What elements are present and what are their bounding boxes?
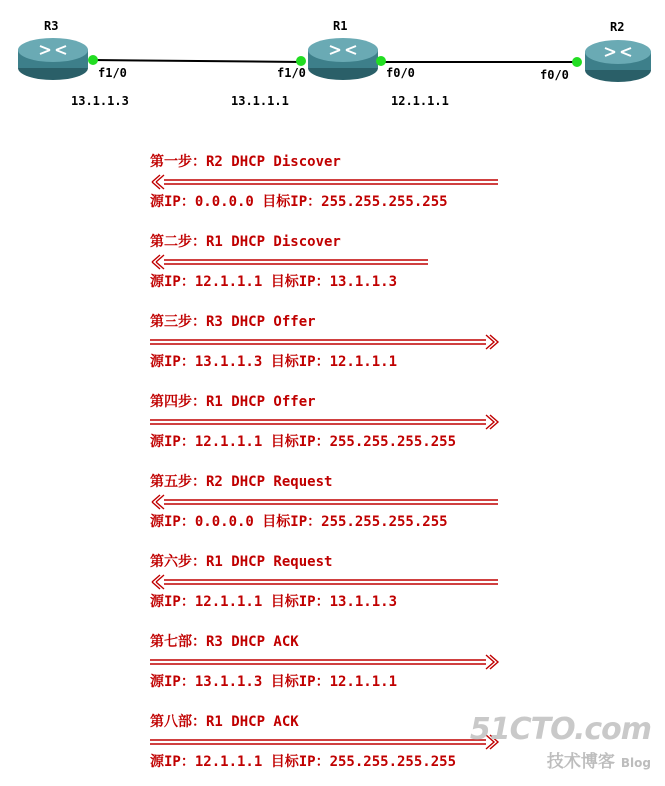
link-r3-r1 bbox=[92, 60, 302, 62]
left-arrow-icon bbox=[150, 492, 650, 512]
router-r2-icon[interactable] bbox=[585, 40, 651, 82]
watermark bbox=[470, 712, 651, 772]
ip-r1-f1: 13.1.1.1 bbox=[231, 94, 289, 108]
dhcp-step bbox=[150, 632, 650, 692]
router-r1-label: R1 bbox=[333, 19, 348, 33]
step-title: 第四步：R1 DHCP Offer bbox=[150, 394, 316, 410]
dhcp-step bbox=[150, 392, 650, 452]
ip-r3: 13.1.1.3 bbox=[71, 94, 129, 108]
step-address: 源IP：0.0.0.0 目标IP：255.255.255.255 bbox=[150, 514, 448, 530]
step-address: 源IP：12.1.1.1 目标IP：255.255.255.255 bbox=[150, 434, 457, 450]
port-r3-f1-0 bbox=[88, 55, 98, 65]
step-address: 源IP：12.1.1.1 目标IP：13.1.1.3 bbox=[150, 594, 398, 610]
step-address: 源IP：12.1.1.1 目标IP：255.255.255.255 bbox=[150, 754, 457, 770]
watermark-tagline: 技术博客 bbox=[546, 752, 615, 772]
router-r2-label: R2 bbox=[610, 20, 625, 34]
watermark-site: 51CTO.com bbox=[469, 712, 651, 747]
right-arrow-icon bbox=[150, 652, 650, 672]
router-r1-icon[interactable] bbox=[308, 38, 378, 80]
right-arrow-icon bbox=[150, 332, 650, 352]
ip-r1-f0: 12.1.1.1 bbox=[391, 94, 449, 108]
step-title: 第八部：R1 DHCP ACK bbox=[150, 714, 299, 730]
step-title: 第七部：R3 DHCP ACK bbox=[150, 634, 299, 650]
right-arrow-icon bbox=[150, 412, 650, 432]
step-title: 第六步：R1 DHCP Request bbox=[150, 554, 333, 570]
step-title: 第一步：R2 DHCP Discover bbox=[150, 154, 341, 170]
left-arrow-icon bbox=[150, 572, 650, 592]
step-title: 第三步：R3 DHCP Offer bbox=[150, 314, 316, 330]
step-title: 第二步：R1 DHCP Discover bbox=[150, 234, 341, 250]
step-address: 源IP：0.0.0.0 目标IP：255.255.255.255 bbox=[150, 194, 448, 210]
step-address: 源IP：13.1.1.3 目标IP：12.1.1.1 bbox=[150, 674, 398, 690]
port-r1-f1-0 bbox=[296, 56, 306, 66]
watermark-blog: Blog bbox=[620, 756, 651, 770]
dhcp-step bbox=[150, 552, 650, 612]
interface-r1-f1-0: f1/0 bbox=[277, 66, 306, 80]
interface-r2-f0-0: f0/0 bbox=[540, 68, 569, 82]
dhcp-step bbox=[150, 152, 650, 212]
dhcp-step bbox=[150, 232, 650, 292]
left-arrow-icon bbox=[150, 172, 650, 192]
router-r3-icon[interactable] bbox=[18, 38, 88, 80]
dhcp-step bbox=[150, 312, 650, 372]
step-title: 第五步：R2 DHCP Request bbox=[150, 474, 333, 490]
port-r1-f0-0 bbox=[376, 56, 386, 66]
router-r3-label: R3 bbox=[44, 19, 59, 33]
port-r2-f0-0 bbox=[572, 57, 582, 67]
step-address: 源IP：12.1.1.1 目标IP：13.1.1.3 bbox=[150, 274, 398, 290]
interface-r1-f0-0: f0/0 bbox=[386, 66, 415, 80]
left-arrow-icon bbox=[150, 252, 650, 272]
interface-r3-f1-0: f1/0 bbox=[98, 66, 127, 80]
step-address: 源IP：13.1.1.3 目标IP：12.1.1.1 bbox=[150, 354, 398, 370]
dhcp-step bbox=[150, 472, 650, 532]
